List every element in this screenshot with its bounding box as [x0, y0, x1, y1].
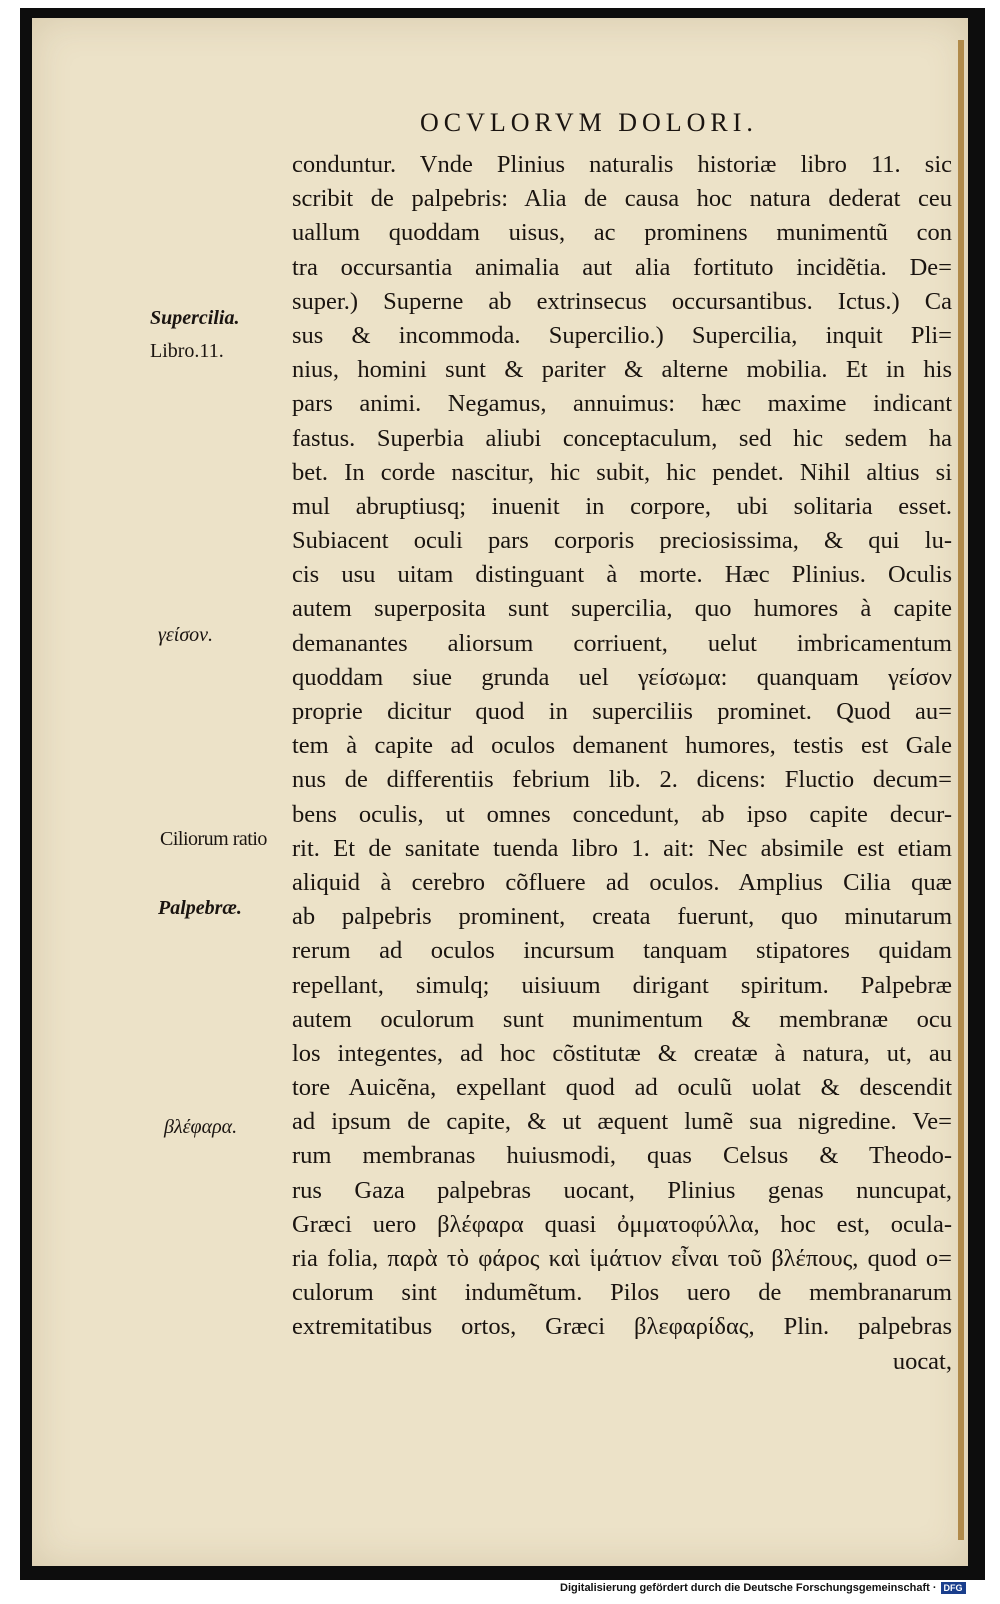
text-line: uallum quoddam uisus, ac prominens munimentũ con — [292, 219, 952, 247]
digitization-credit — [560, 1582, 995, 1594]
text-line: tore Auicẽna, expellant quod ad oculũ uolat & descendit — [292, 1074, 952, 1102]
text-line: quoddam siue grunda uel γείσωμα: quanquam γείσον — [292, 663, 952, 691]
credit-text: Digitalisierung gefördert durch die Deutsche Forschungsgemeinschaft · — [560, 1582, 937, 1594]
text-line: cis usu uitam distinguant à morte. Hæc Plinius. Oculis — [292, 561, 952, 589]
text-line: bens oculis, ut omnes concedunt, ab ipso capite decur- — [292, 800, 952, 828]
margin-note-ciliorum-ratio: Ciliorum ratio — [160, 828, 267, 850]
text-line: demanantes aliorsum corriuent, uelut imbricamentum — [292, 629, 952, 657]
page-edge — [958, 40, 964, 1540]
text-line: ab palpebris prominent, creata fuerunt, quo minutarum — [292, 903, 952, 931]
text-line: rus Gaza palpebras uocant, Plinius genas nuncupat, — [292, 1176, 952, 1204]
text-line: Subiacent oculi pars corporis preciosissima, & qui lu- — [292, 527, 952, 555]
text-line: conduntur. Vnde Plinius naturalis historiæ libro 11. sic — [292, 151, 952, 178]
margin-note-supercilia: Supercilia. — [150, 307, 240, 329]
dfg-logo: DFG — [941, 1582, 966, 1594]
text-line: Græci uero βλέφαρα quasi ὀμματοφύλλα, hoc est, ocula- — [292, 1210, 952, 1238]
text-line: rum membranas huiusmodi, quas Celsus & Theodo- — [292, 1142, 952, 1170]
text-line: rerum ad oculos incursum tanquam stipatores quidam — [292, 937, 952, 965]
text-line: fastus. Superbia aliubi conceptaculum, sed hic sedem ha — [292, 424, 952, 452]
text-line: nus de differentiis febrium lib. 2. dicens: Fluctio decum= — [292, 766, 952, 794]
text-line: ad ipsum de capite, & ut æquent lumẽ sua nigredine. Ve= — [292, 1108, 952, 1136]
text-line: pars animi. Negamus, annuimus: hæc maxime indicant — [292, 390, 952, 418]
text-line: los integentes, ad hoc cõstitutæ & creatæ à natura, ut, au — [292, 1039, 952, 1067]
text-line: culorum sint indumẽtum. Pilos uero de membranarum — [292, 1279, 952, 1307]
text-line: rit. Et de sanitate tuenda libro 1. ait: Nec absimile est etiam — [292, 834, 952, 862]
text-line: uocat, — [892, 1347, 952, 1375]
running-head: OCVLORVM DOLORI. — [420, 108, 758, 137]
text-line: super.) Superne ab extrinsecus occursantibus. Ictus.) Ca — [292, 287, 952, 315]
text-line: scribit de palpebris: Alia de causa hoc natura dederat ceu — [292, 185, 952, 213]
text-line: extremitatibus ortos, Græci βλεφαρίδας, Plin. palpebras — [292, 1313, 952, 1341]
text-line: tra occursantia animalia aut alia fortituto incidẽtia. De= — [292, 253, 952, 281]
text-line: aliquid à cerebro cõfluere ad oculos. Amplius Cilia quæ — [292, 868, 952, 896]
text-line: mul abruptiusq; inuenit in corpore, ubi solitaria esset. — [292, 492, 952, 520]
margin-note-palpebrae: Palpebræ. — [158, 897, 242, 919]
margin-note-libro: Libro.11. — [150, 340, 224, 362]
text-line: ria folia, παρὰ τὸ φάρος καὶ ἱμάτιον εἶναι τοῦ βλέπους, quod o= — [292, 1245, 952, 1272]
margin-note-geison: γείσον. — [158, 624, 214, 646]
body-text — [292, 148, 952, 1379]
margin-note-blephara: βλέφαρα. — [164, 1116, 238, 1138]
text-line: bet. In corde nascitur, hic subit, hic pendet. Nihil altius si — [292, 458, 952, 486]
text-line: tem à capite ad oculos demanent humores, testis est Gale — [292, 732, 952, 760]
text-line: proprie dicitur quod in superciliis prominet. Quod au= — [292, 698, 952, 725]
text-line: repellant, simulq; uisiuum dirigant spiritum. Palpebræ — [292, 971, 952, 999]
text-line: autem oculorum sunt munimentum & membranæ ocu — [292, 1005, 952, 1033]
text-line: autem superposita sunt supercilia, quo humores à capite — [292, 595, 952, 623]
text-line: nius, homini sunt & pariter & alterne mobilia. Et in his — [292, 356, 952, 384]
text-line: sus & incommoda. Supercilio.) Supercilia, inquit Pli= — [292, 321, 952, 349]
